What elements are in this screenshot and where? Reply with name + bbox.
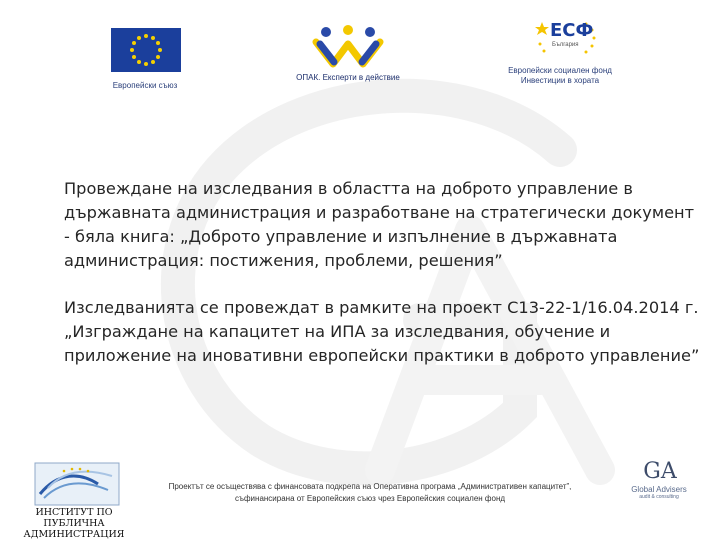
- opak-caption: ОПАК. Експерти в действие: [296, 73, 400, 82]
- esf-logo: [500, 16, 620, 92]
- esf-country: България: [552, 42, 579, 48]
- project-description: Провеждане на изследвания в областта на доброто управление в държавната администрация и разработване на стратегически документ - бяла книга: „Доброто управление и изпълнение в държавната администрация: постижения, проблеми, решения”: [64, 179, 695, 270]
- global-advisers-logo: [640, 458, 680, 486]
- ipa-emblem-icon: [34, 462, 120, 506]
- esf-caption-line2: Инвестиции в хората: [520, 76, 600, 85]
- ga-logo-text: GA: [643, 459, 677, 484]
- ga-caption: Global Advisers: [631, 485, 687, 494]
- ipa-caption: ИНСТИТУТ ПО ПУБЛИЧНА АДМИНИСТРАЦИЯ: [23, 507, 125, 540]
- opak-people-icon: [288, 22, 408, 68]
- ga-subcaption: audit & consulting: [639, 494, 679, 500]
- eu-flag-icon: [107, 26, 183, 74]
- project-reference: Изследванията се провеждат в рамките на проект С13-22-1/16.04.2014 г. „Изграждане на капацитет на ИПА за изследвания, обучение и приложение на иновативни европейски практики в доброто управление”: [64, 298, 700, 365]
- esf-caption-line1: Европейски социален фонд: [508, 66, 612, 75]
- eu-caption: Европейски съюз: [112, 81, 178, 90]
- esf-logo-text: ЕСФ: [550, 20, 594, 41]
- eu-logo: [107, 26, 183, 88]
- funding-note: Проектът се осъществява с финансовата подкрепа на Оперативна програма „Административен капацитет”, съфинансирана от Европейския съюз чрез Европейския социален фонд: [168, 482, 572, 503]
- opak-logo: [288, 22, 408, 86]
- ipa-logo: [34, 462, 120, 506]
